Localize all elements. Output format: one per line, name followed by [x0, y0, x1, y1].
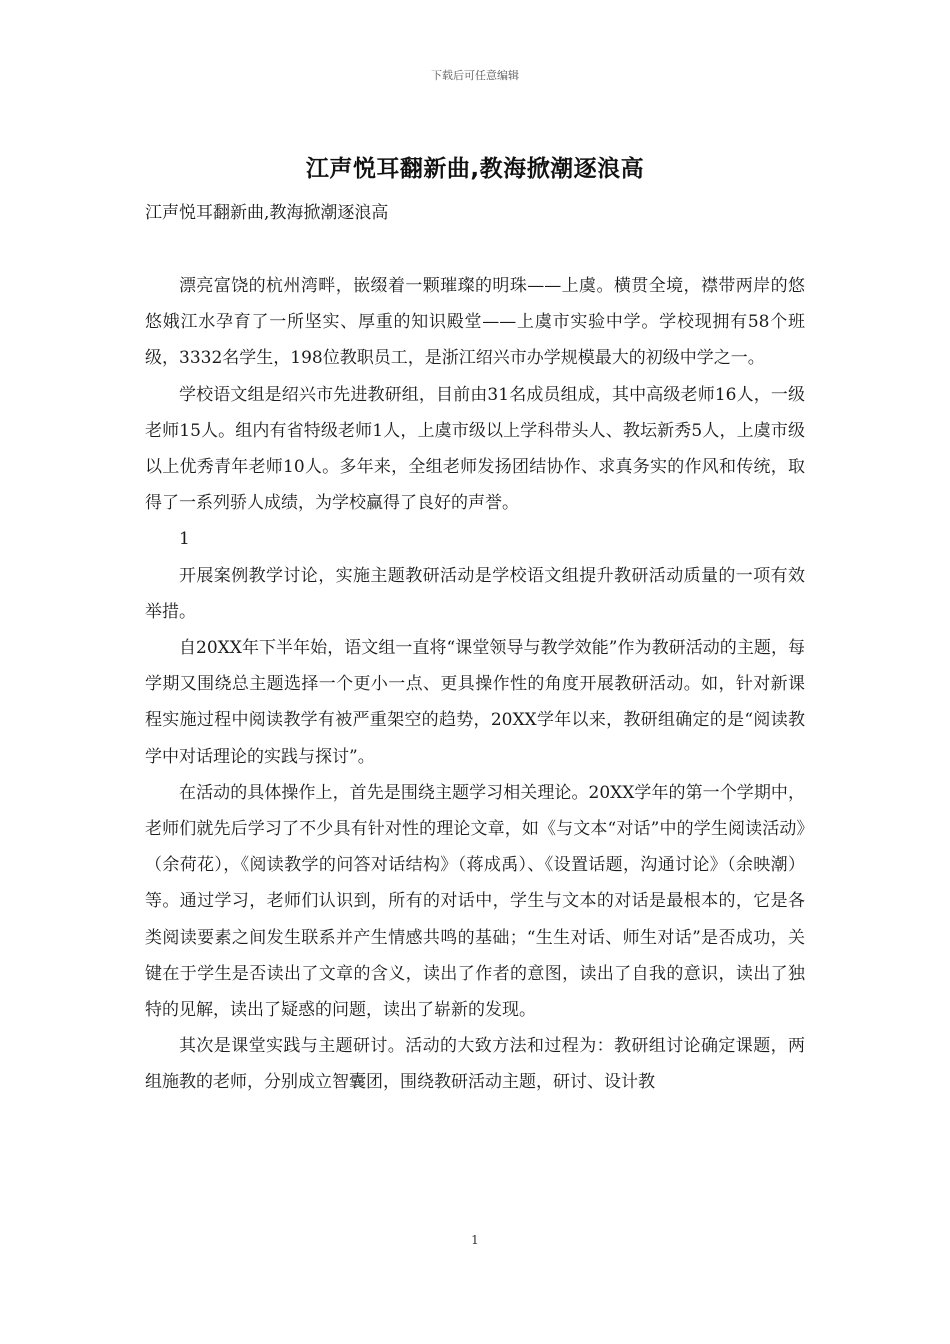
- header-note: 下载后可任意编辑: [431, 69, 519, 82]
- paragraph: 其次是课堂实践与主题研讨。活动的大致方法和过程为：教研组讨论确定课题，两组施教的老师，分别成立智囊团，围绕教研活动主题，研讨、设计教: [145, 1036, 805, 1093]
- paragraph: 学校语文组是绍兴市先进教研组，目前由31名成员组成，其中高级老师16人，一级老师15人。组内有省特级老师1人，上虞市级以上学科带头人、教坛新秀5人，上虞市级以上优秀青年老师10人。多年来，全组老师发扬团结协作、求真务实的作风和传统，取得了一系列骄人成绩，为学校赢得了良好的声誉。: [145, 384, 805, 514]
- page-number: 1: [471, 1233, 479, 1247]
- paragraph: 漂亮富饶的杭州湾畔，嵌缀着一颗璀璨的明珠——上虞。横贯全境，襟带两岸的悠悠娥江水孕育了一所坚实、厚重的知识殿堂——上虞市实验中学。学校现拥有58个班级，3332名学生，198位教职员工，是浙江绍兴市办学规模最大的初级中学之一。: [145, 276, 805, 369]
- section-number: 1: [179, 529, 190, 550]
- paragraph: 开展案例教学讨论，实施主题教研活动是学校语文组提升教研活动质量的一项有效举措。: [145, 565, 805, 622]
- paragraph: 自20XX年下半年始，语文组一直将“课堂领导与教学效能”作为教研活动的主题，每学期又围绕总主题选择一个更小一点、更具操作性的角度开展教研活动。如，针对新课程实施过程中阅读教学有被严重架空的趋势，20XX学年以来，教研组确定的是“阅读教学中对话理论的实践与探讨”。: [145, 638, 805, 767]
- document-body: [145, 268, 805, 1101]
- paragraph: 在活动的具体操作上，首先是围绕主题学习相关理论。20XX学年的第一个学期中，老师们就先后学习了不少具有针对性的理论文章，如《与文本“对话”中的学生阅读活动》（余荷花），《阅读教学的问答对话结构》（蒋成禹）、《设置话题，沟通讨论》（余映潮）等。通过学习，老师们认识到，所有的对话中，学生与文本的对话是最根本的，它是各类阅读要素之间发生联系并产生情感共鸣的基础；“生生对话、师生对话”是否成功，关键在于学生是否读出了文章的含义，读出了作者的意图，读出了自我的意识，读出了独特的见解，读出了疑惑的问题，读出了崭新的发现。: [145, 782, 805, 1021]
- document-title: 江声悦耳翻新曲,教海掀潮逐浪高: [305, 156, 645, 182]
- document-subtitle: 江声悦耳翻新曲,教海掀潮逐浪高: [145, 203, 389, 223]
